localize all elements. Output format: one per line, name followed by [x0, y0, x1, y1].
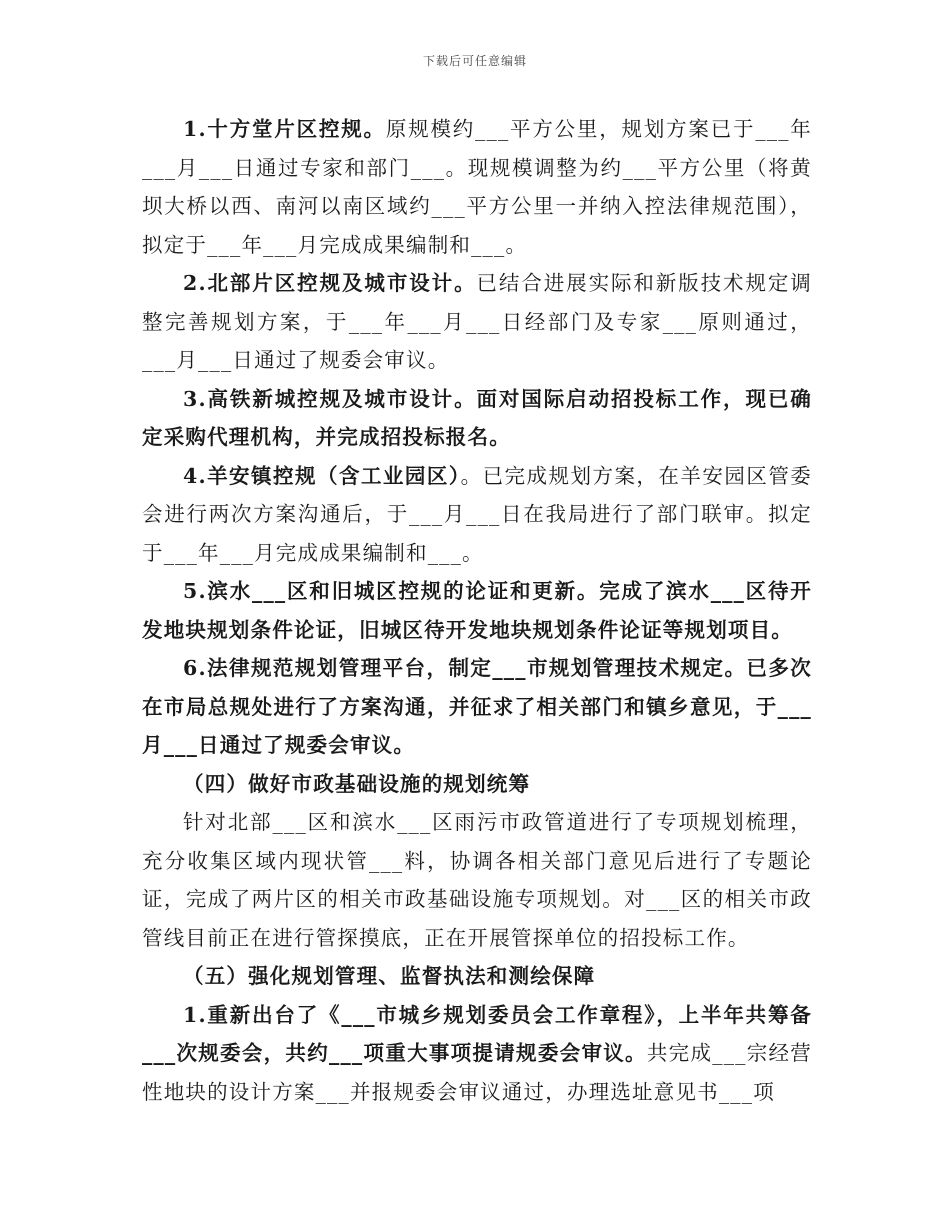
- paragraph-platform: 6.法律规范规划管理平台，制定___市规划管理技术规定。已多次在市局总规处进行了方案沟通，并征求了相关部门和镇乡意见，于___月___日通过了规委会审议。: [142, 656, 812, 757]
- paragraph-gaotie: 3.高铁新城控规及城市设计。面对国际启动招投标工作，现已确定采购代理机构，并完成招投标报名。: [142, 386, 812, 449]
- paragraph-binshui: 5.滨水___区和旧城区控规的论证和更新。完成了滨水___区待开发地块规划条件论证，旧城区待开发地块规划条件论证等规划项目。: [142, 579, 812, 642]
- paragraph-lead: 4.羊安镇控规（含工业园区）: [183, 463, 461, 488]
- paragraph-lead: 2.北部片区控规及城市设计。: [183, 271, 477, 295]
- section-4-body: 针对北部___区和滨水___区雨污市政管道进行了专项规划梳理，充分收集区域内现状管___料，协调各相关部门意见后进行了专题论证，完成了两片区的相关市政基础设施专项规划。对___区的相关市政管线目前正在进行管探摸底，正在开展管探单位的招投标工作。: [142, 810, 812, 950]
- paragraph-yangan: [142, 457, 812, 573]
- paragraph-lead: 1.十方堂片区控规。: [183, 117, 386, 141]
- paragraph-shifangtang: [142, 110, 812, 264]
- paragraph-text: 原规模约___平方公里，规划方案已于___年___月___日通过专家和部门___。现规模调整为约___平方公里（将黄坝大桥以西、南河以南区域约___平方公里一并纳入控法律规范围），拟定于___年___月完成成果编制和___。: [142, 117, 812, 257]
- document-body: [142, 110, 812, 1111]
- section-5-heading: （五）强化规划管理、监督执法和测绘保障: [183, 964, 596, 988]
- paragraph-text: 已结合进展实际和新版技术规定调整完善规划方案，于___年___月___日经部门及专家___原则通过，___月___日通过了规委会审议。: [142, 271, 813, 372]
- section-5-paragraph-1: [142, 996, 812, 1112]
- section-4-heading: （四）做好市政基础设施的规划统筹: [183, 771, 531, 796]
- paragraph-beibu: [142, 264, 812, 380]
- paragraph-lead: 1.重新出台了《___市城乡规划委员会工作章程》，上半年共筹备___次规委会，共约___项重大事项提请规委会审议。: [142, 1002, 812, 1065]
- paragraph-text: 。已完成规划方案，在羊安园区管委会进行两次方案沟通后，于___月___日在我局进行了部门联审。拟定于___年___月完成成果编制和___。: [142, 463, 812, 565]
- paragraph-text: 共完成___宗经营性地块的设计方案___并报规委会审议通过，办理选址意见书___项: [142, 1041, 812, 1104]
- page-header-note: 下载后可任意编辑: [422, 54, 527, 68]
